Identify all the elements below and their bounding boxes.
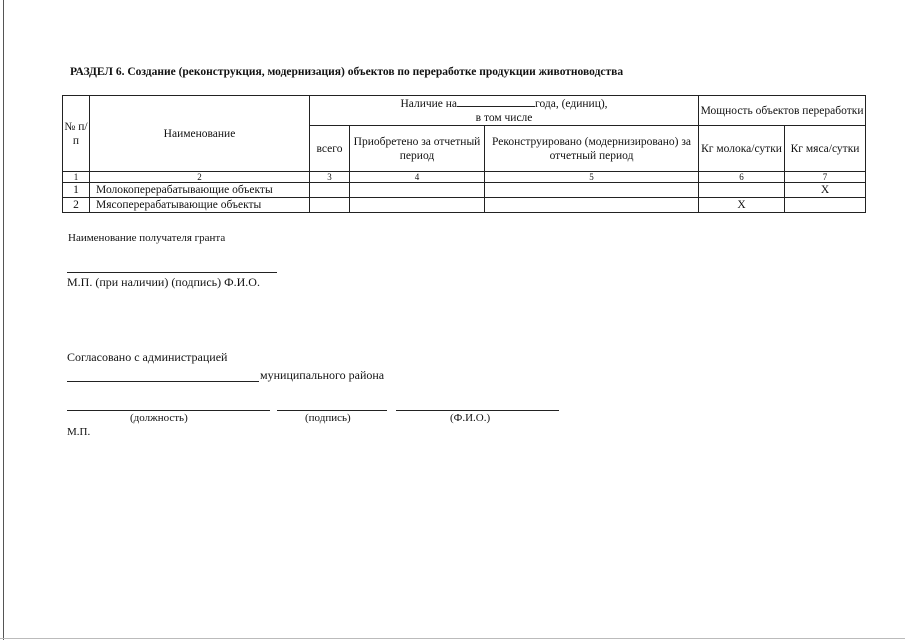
header-milk: Кг молока/сутки [699,126,785,172]
signature-line [277,410,387,411]
row-number: 2 [63,198,90,213]
processing-objects-table [62,95,866,213]
column-number: 7 [785,172,866,183]
column-number: 4 [350,172,485,183]
column-number: 1 [63,172,90,183]
caption-name: (Ф.И.О.) [450,412,491,424]
cell-meat [785,198,866,213]
grant-recipient-label: Наименование получателя гранта [68,232,226,244]
position-line [67,410,270,411]
approval-line-1: Согласовано с администрацией [67,350,228,364]
column-number: 6 [699,172,785,183]
approval-line-2: муниципального района [260,368,385,382]
cell-reconstructed [485,198,699,213]
seal-mark: М.П. [67,426,91,438]
recipient-signature-line [67,272,277,273]
header-meat: Кг мяса/сутки [785,126,866,172]
cell-total [310,198,350,213]
column-number: 5 [485,172,699,183]
caption-position: (должность) [130,412,188,424]
cell-reconstructed [485,183,699,198]
caption-signature: (подпись) [305,412,351,424]
page-left-edge [3,0,4,640]
cell-meat: X [785,183,866,198]
cell-acquired [350,183,485,198]
header-number: № п/п [63,96,90,172]
header-availability-sub: в том числе [475,112,533,124]
district-name-line [67,381,259,382]
year-blank [457,96,535,107]
table-row [63,183,866,198]
header-capacity: Мощность объектов переработки [699,96,866,126]
header-acquired: Приобретено за отчетный период [350,126,485,172]
column-numbers-row [63,172,866,183]
cell-milk: X [699,198,785,213]
section-title: РАЗДЕЛ 6. Создание (реконструкция, модернизация) объектов по переработке продукции животноводства [70,66,624,78]
header-availability: Наличие на года, (единиц), в том числе [310,96,699,126]
header-total: всего [310,126,350,172]
table-row [63,198,866,213]
row-number: 1 [63,183,90,198]
row-name: Молокоперерабатывающие объекты [90,183,310,198]
header-reconstructed: Реконструировано (модернизировано) за отчетный период [485,126,699,172]
column-number: 2 [90,172,310,183]
cell-acquired [350,198,485,213]
name-line [396,410,559,411]
header-name: Наименование [90,96,310,172]
cell-total [310,183,350,198]
column-number: 3 [310,172,350,183]
cell-milk [699,183,785,198]
page-bottom-edge [0,638,905,639]
seal-signature-caption: М.П. (при наличии) (подпись) Ф.И.О. [67,275,260,289]
row-name: Мясоперерабатывающие объекты [90,198,310,213]
